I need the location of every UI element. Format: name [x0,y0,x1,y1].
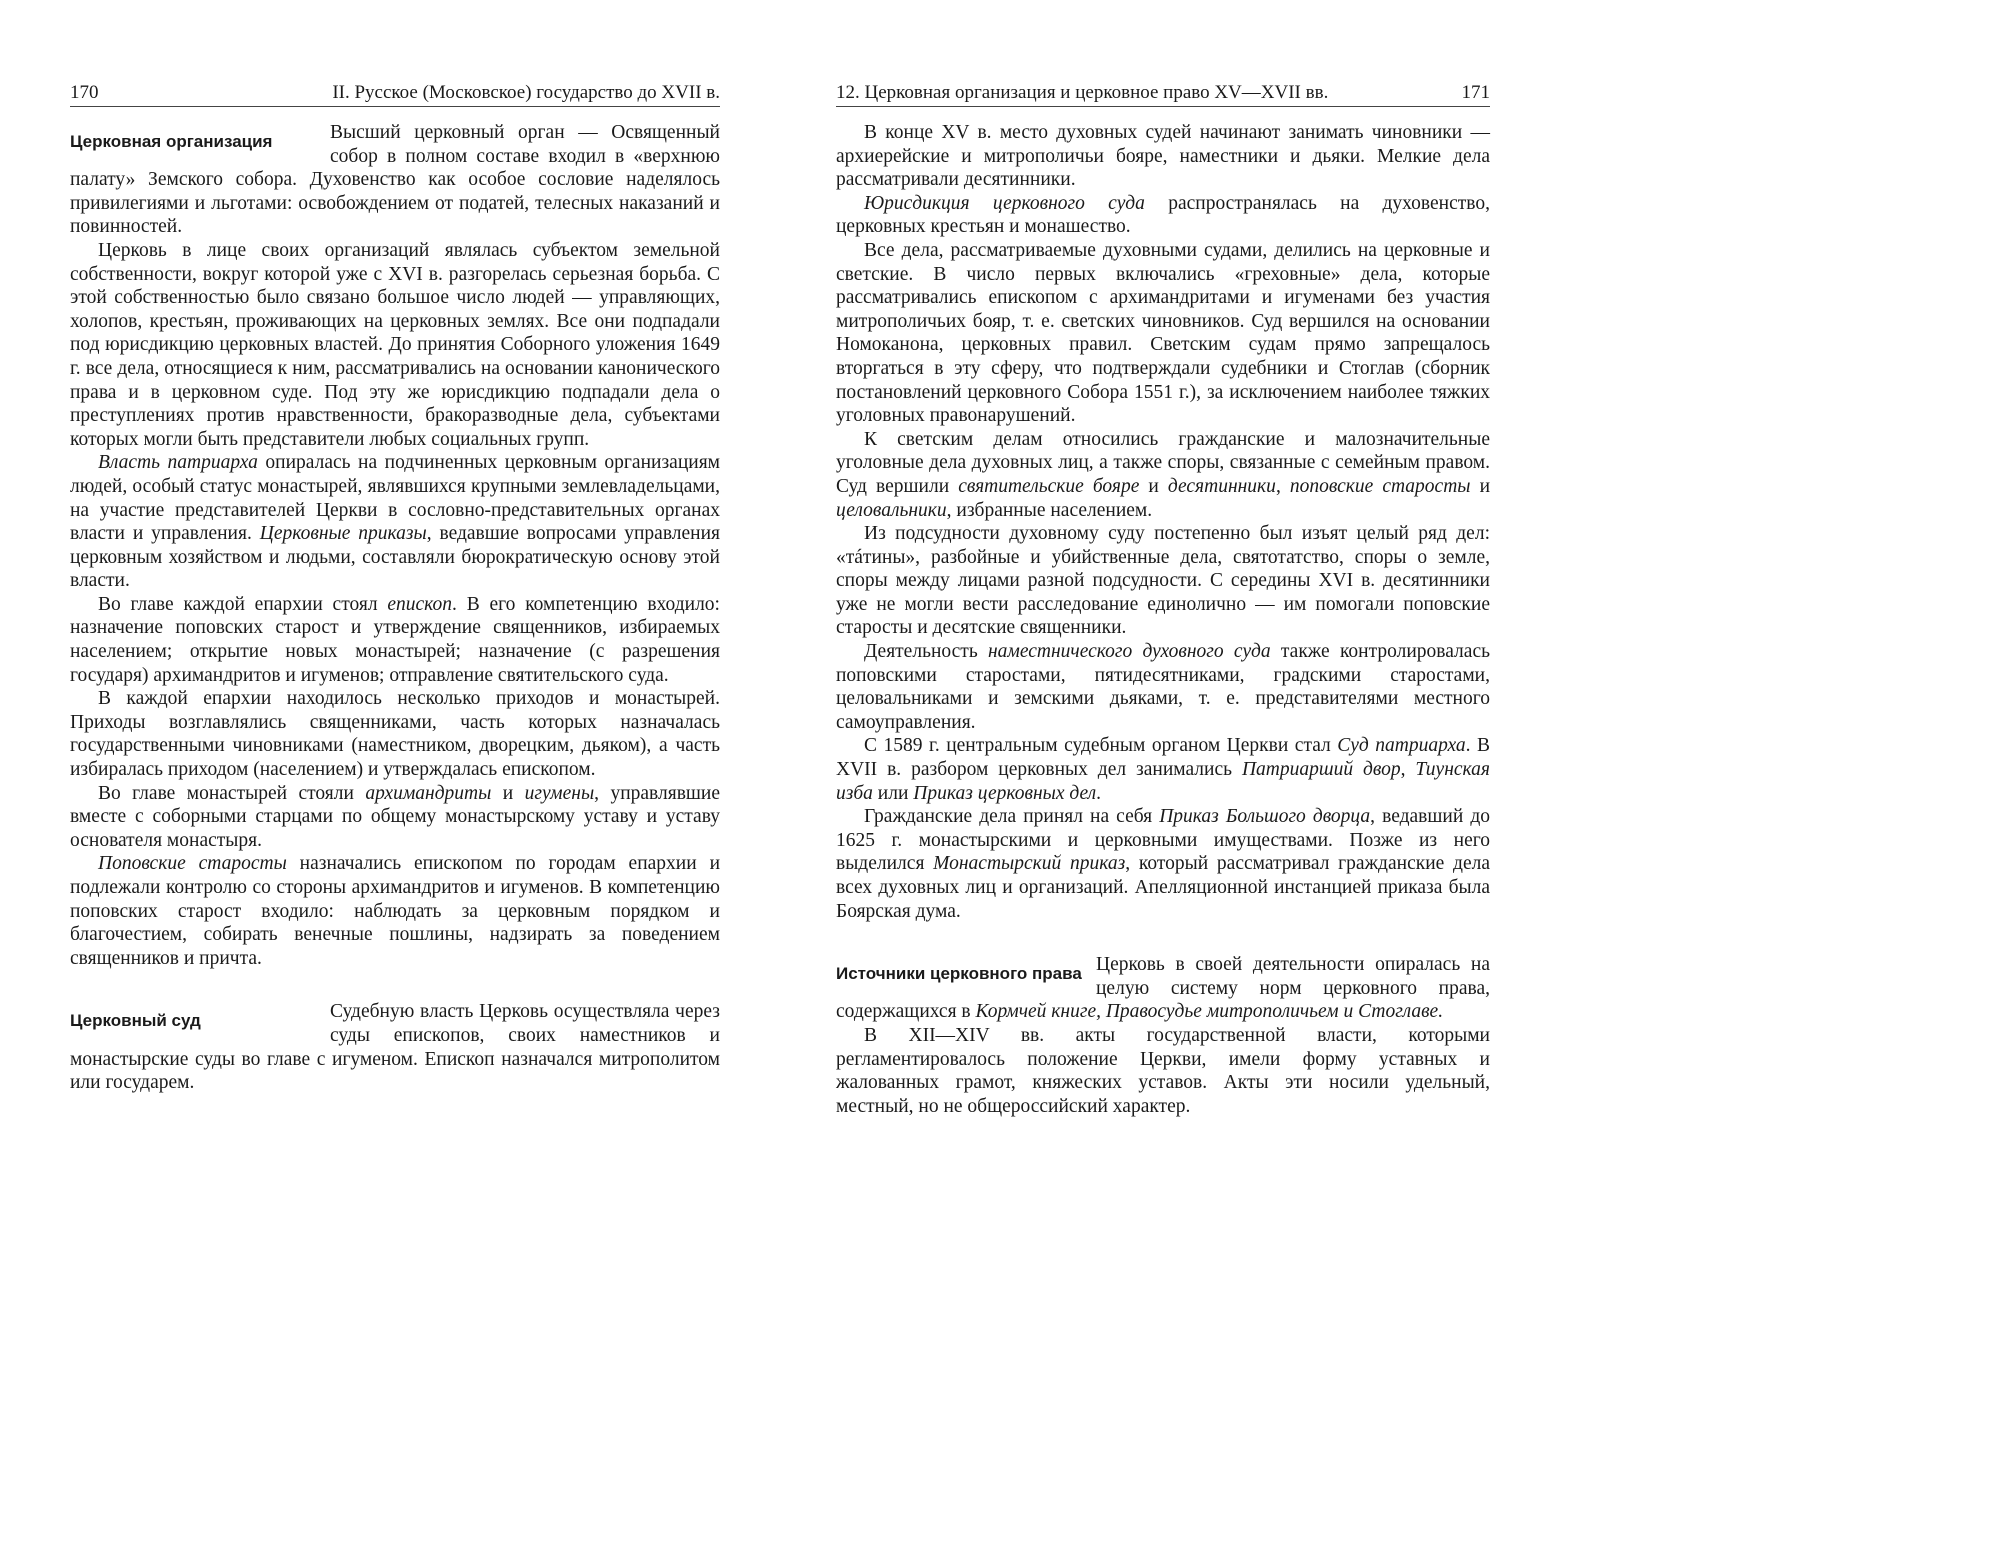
section-church-court [70,1000,720,1094]
paragraph: Деятельность наместнического духовного суда также контролировалась поповскими старостами, пятидесятниками, градскими старостами, целовальниками и земскими дьяками, т. е. представителями местного самоуправления. [836,641,1490,733]
paragraph: В конце XV в. место духовных судей начинают занимать чиновники — архиерейские и митрополичьи бояре, наместники и дьяки. Мелкие дела рассматривали десятинники. [836,122,1490,191]
paragraph: Высший церковный орган — Освященный собор в полном составе входил в «верхнюю палату» Земского собора. Духовенство как особое сословие наделялось привилегиями и льготами: освобождением от податей, телесных наказаний и повинностей. [70,122,720,238]
paragraph: Все дела, рассматриваемые духовными судами, делились на церковные и светские. В число первых включались «греховные» дела, которые рассматривались епископом с архимандритами и игуменами без участия митрополичьих бояр, т. е. светских чиновников. Суд вершился на основании Номоканона, церковных правил. Светским судам прямо запрещалось вторгаться в эту сферу, что подтверждали судебники и Стоглав (сборник постановлений церковного Собора 1551 г.), за исключением наиболее тяжких уголовных правонарушений. [836,239,1490,427]
paragraph: Из подсудности духовному суду постепенно был изъят целый ряд дел: «тáтины», разбойные и убийственные дела, святотатство, споры о земле, споры между лицами разной подсудности. С середины XVI в. десятинники уже не могли вести расследование единолично — им помогали поповские старосты и десятские священники. [836,523,1490,639]
paragraph: В каждой епархии находилось несколько приходов и монастырей. Приходы возглавлялись священниками, часть которых назначалась государственными чиновниками (наместником, дворецким, дьяком), а часть избиралась приходом (населением) и утверждалась епископом. [70,688,720,781]
section-heading: Церковная организация [70,132,273,151]
right-page [836,80,1490,1118]
section-heading: Церковный суд [70,1011,201,1031]
left-page [70,80,720,1095]
right-page-number: 171 [1461,82,1490,103]
paragraph: Судебную власть Церковь осуществляла через суды епископов, своих наместников и монастырские суды во главе с игуменом. Епископ назначался митрополитом или государем. [70,1001,720,1094]
paragraph: С 1589 г. центральным судебным органом Церкви стал Суд патриарха. В XVII в. разбором церковных дел занимались Патриарший двор, Тиунская изба или Приказ церковных дел. [836,735,1490,804]
right-running-title: 12. Церковная организация и церковное право XV—XVII вв. [836,82,1329,103]
paragraph: Во главе каждой епархии стоял епископ. В его компетенцию входило: назначение поповских старост и утверждение священников, избираемых населением; открытие новых монастырей; назначение (с разрешения государя) архимандритов и игуменов; отправление святительского суда. [70,593,720,686]
section-heading: Источники церковного права [836,964,1082,984]
left-page-body [70,121,720,1095]
paragraph: К светским делам относились гражданские и малозначительные уголовные дела духовных лиц, а также споры, связанные с семейным правом. Суд вершили святительские бояре и десятинники, поповские старосты и целовальники, избранные населением. [836,428,1490,521]
paragraph: Власть патриарха опиралась на подчиненных церковным организациям людей, особый статус монастырей, являвшихся крупными землевладельцами, на участие представителей Церкви в сословно-представительных органах власти и управления. Церковные приказы, ведавшие вопросами управления церковным хозяйством и людьми, составляли бюрократическую основу этой власти. [70,452,720,592]
right-page-body [836,121,1490,1118]
paragraph: В XII—XIV вв. акты государственной власти, которыми регламентировалось положение Церкви, имели форму уставных и жалованных грамот, княжеских уставов. Акты эти носили удельный, местный, но не общероссийский характер. [836,1024,1490,1117]
paragraph: Церковь в своей деятельности опиралась на целую систему норм церковного права, содержащихся в Кормчей книге, Правосудье митрополичьем и Стоглаве. [836,954,1490,1023]
paragraph: Церковь в лице своих организаций являлась субъектом земельной собственности, вокруг которой уже с XVI в. разгорелась серьезная борьба. С этой собственностью было связано большое число людей — управляющих, холопов, крестьян, проживающих на церковных землях. Все они подпадали под юрисдикцию церковных властей. До принятия Соборного уложения 1649 г. все дела, относящиеся к ним, рассматривались на основании канонического права и в церковном суде. Под эту же юрисдикцию подпадали дела о преступлениях против нравственности, бракоразводные дела, субъектами которых могли быть представители любых социальных групп. [70,239,720,450]
paragraph: Гражданские дела принял на себя Приказ Большого дворца, ведавший до 1625 г. монастырскими и церковными имуществами. Позже из него выделился Монастырский приказ, который рассматривал гражданские дела всех духовных лиц и организаций. Апелляционной инстанцией приказа была Боярская дума. [836,806,1490,922]
paragraph: Поповские старосты назначались епископом по городам епархии и подлежали контролю со стороны архимандритов и игуменов. В компетенцию поповских старост входило: наблюдать за церковным порядком и благочестием, собирать венечные пошлины, надзирать за поведением священников и причта. [70,853,720,969]
paragraph: Юрисдикция церковного суда распространялась на духовенство, церковных крестьян и монашество. [836,192,1490,238]
left-running-title: II. Русское (Московское) государство до XVII в. [332,82,720,103]
section-church-organization [70,121,720,239]
section-church-law-sources [836,953,1490,1024]
paragraph: Во главе монастырей стояли архимандриты и игумены, управлявшие вместе с соборными старцами по общему монастырскому уставу и уставу основателя монастыря. [70,782,721,851]
left-page-number: 170 [70,82,99,103]
left-running-head [70,80,720,107]
right-running-head [836,80,1490,107]
